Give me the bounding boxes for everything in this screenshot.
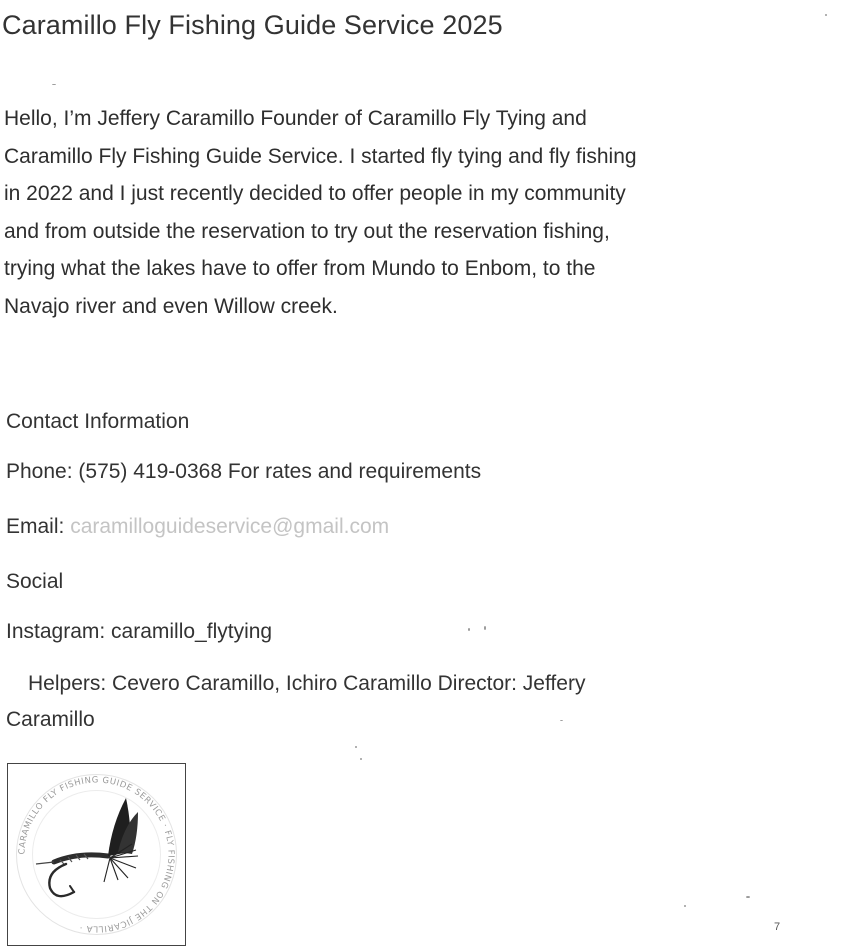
page-title: Caramillo Fly Fishing Guide Service 2025 xyxy=(2,10,503,40)
intro-line: Caramillo Fly Fishing Guide Service. I started fly tying and fly fishing xyxy=(4,144,637,168)
instagram-handle: Instagram: caramillo_flytying xyxy=(6,620,273,643)
scan-speck xyxy=(360,758,362,760)
social-heading: Social xyxy=(6,570,64,593)
intro-paragraph xyxy=(4,100,834,325)
scan-speck xyxy=(52,84,56,85)
scan-speck xyxy=(825,14,827,16)
contact-phone: Phone: (575) 419-0368 For rates and requirements xyxy=(6,460,482,483)
fly-fishing-fly-icon xyxy=(8,764,185,945)
scan-speck xyxy=(684,905,686,907)
svg-text:CARAMILLO FLY FISHING GUIDE SE: CARAMILLO FLY FISHING GUIDE SERVICE · FLY FISHING ON THE JICARILLA · xyxy=(17,775,176,934)
scan-speck xyxy=(746,896,750,898)
email-link[interactable]: caramilloguideservice@gmail.com xyxy=(70,515,390,538)
scan-speck xyxy=(468,628,470,631)
intro-line: Navajo river and even Willow creek. xyxy=(4,294,338,318)
contact-heading: Contact Information xyxy=(6,410,190,433)
scan-speck xyxy=(560,720,563,721)
page-number: 7 xyxy=(774,921,781,933)
intro-line: in 2022 and I just recently decided to offer people in my community xyxy=(4,182,626,205)
intro-line: and from outside the reservation to try out the reservation fishing, xyxy=(4,219,610,243)
scan-speck xyxy=(355,746,357,748)
helpers-credits xyxy=(6,666,585,738)
intro-line: trying what the lakes have to offer from Mundo to Enbom, to the xyxy=(4,257,596,280)
email-label: Email: xyxy=(6,515,71,538)
helpers-line: Helpers: Cevero Caramillo, Ichiro Caramillo Director: Jeffery xyxy=(28,672,586,695)
scan-speck xyxy=(484,626,486,630)
helpers-line-cont: Caramillo xyxy=(6,708,95,731)
intro-line: Hello, I’m Jeffery Caramillo Founder of Caramillo Fly Tying and xyxy=(4,107,587,130)
contact-email xyxy=(6,515,389,539)
logo-seal xyxy=(7,763,186,946)
